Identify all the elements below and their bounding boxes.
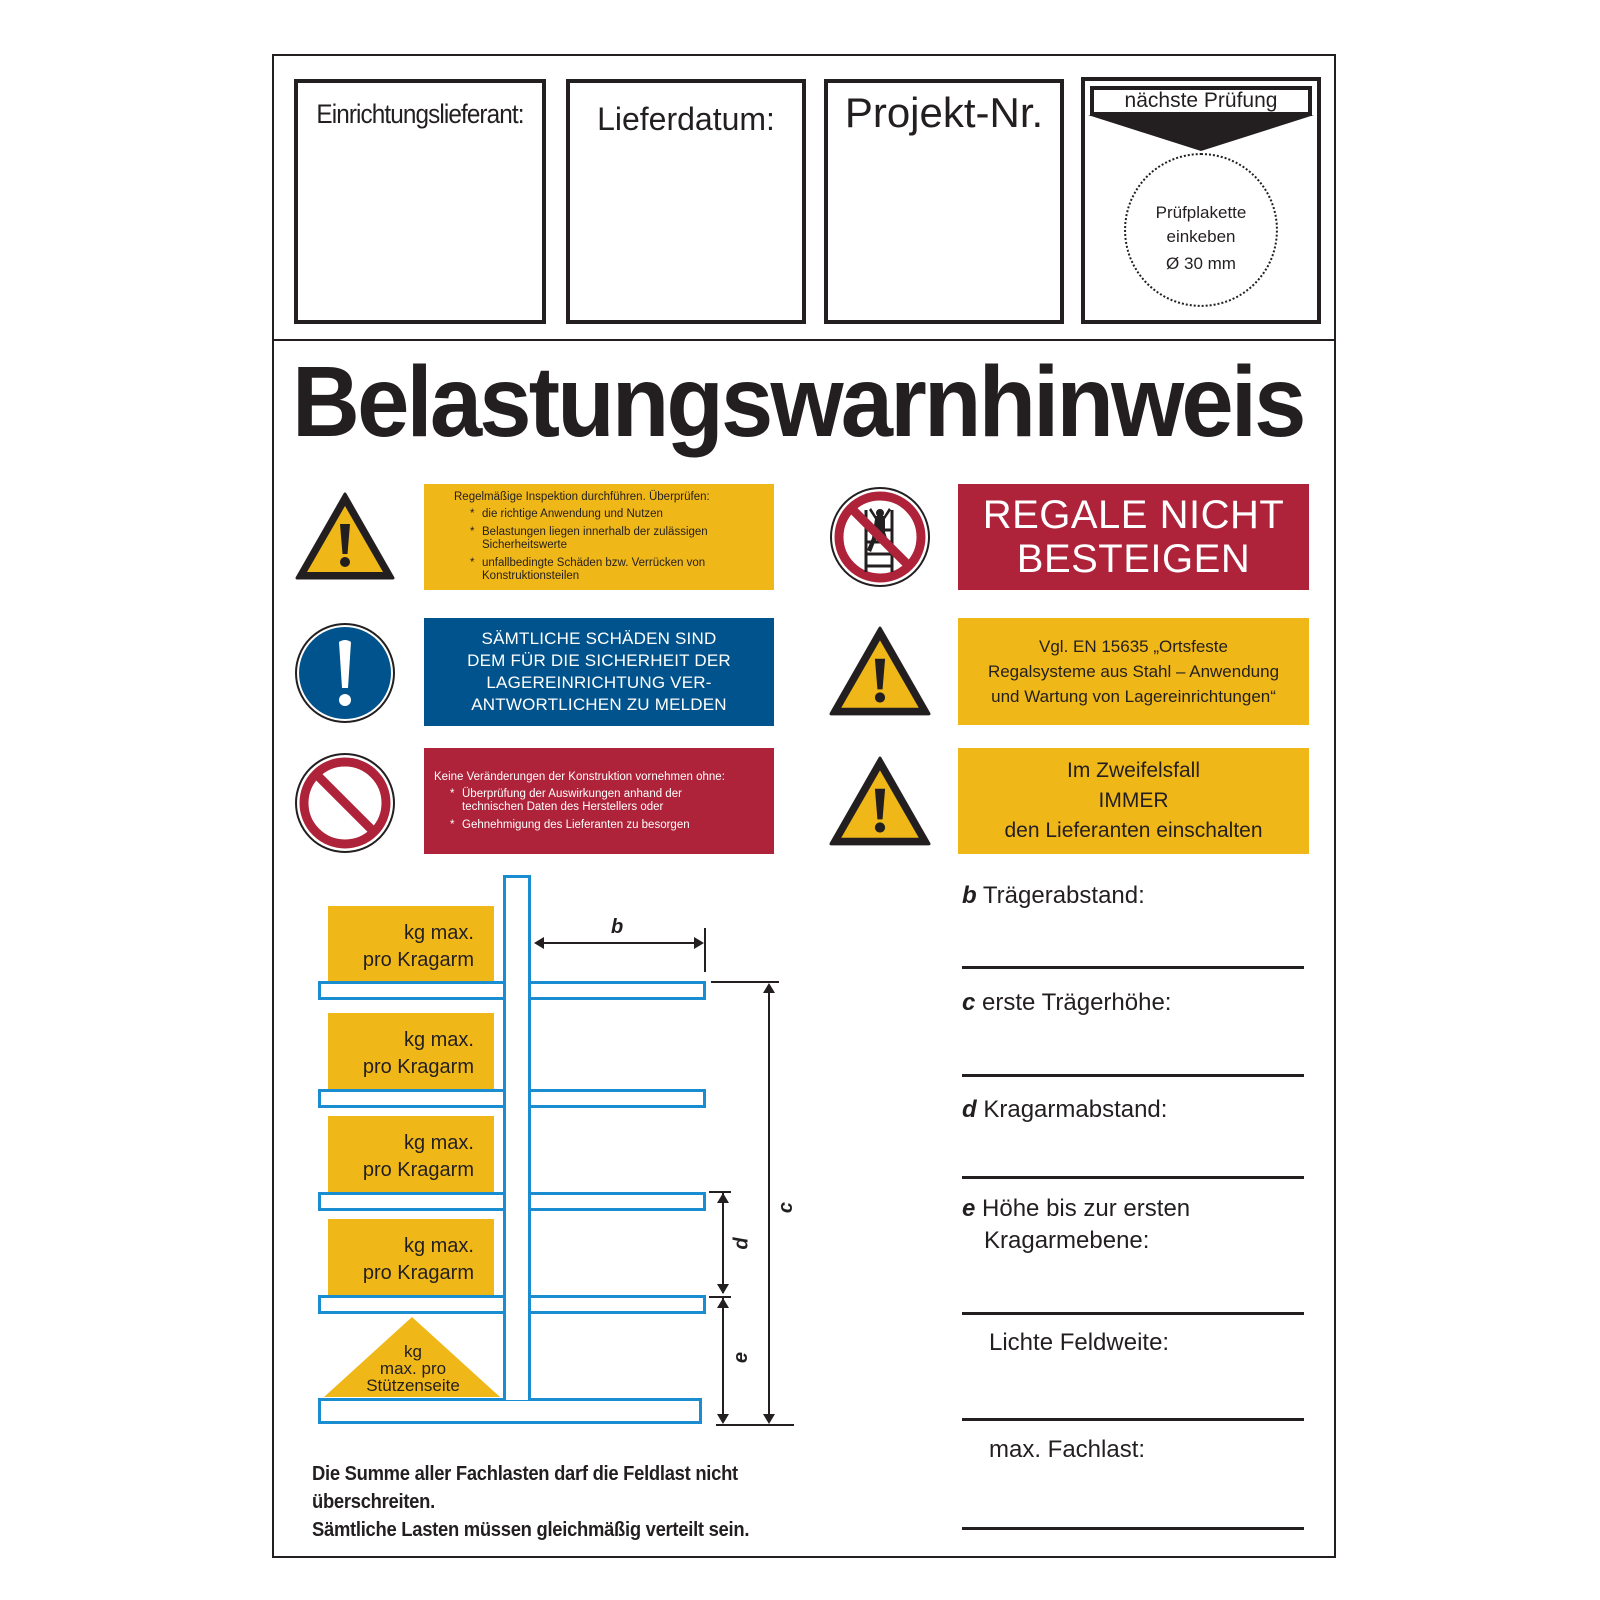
arrow-up-icon xyxy=(717,1298,729,1308)
spec-input-max-shelf-load[interactable] xyxy=(962,1527,1304,1530)
dim-b-tick xyxy=(704,928,706,972)
dim-d-label: d xyxy=(730,1237,753,1250)
dim-c-label: c xyxy=(775,1201,798,1214)
sticker-label-2: einkeben xyxy=(1166,227,1236,246)
no-modifications-panel xyxy=(424,748,774,854)
spec-text: erste Trägerhöhe: xyxy=(982,989,1172,1016)
dim-e-line xyxy=(722,1298,724,1422)
field-project-number[interactable] xyxy=(824,79,1064,324)
base-load-line1: kg xyxy=(404,1342,422,1361)
spec-label-arm-spacing xyxy=(962,1094,1167,1126)
dim-b-line xyxy=(536,942,702,944)
inspection-notice-bullet: * unfallbedingte Schäden bzw. Verrücken von Konstruktionsteilen xyxy=(454,557,760,583)
field-project-number-label: Projekt-Nr. xyxy=(844,89,1044,136)
report-damage-line: DEM FÜR DIE SICHERHEIT DER xyxy=(467,651,731,670)
rack-base xyxy=(318,1398,702,1424)
spec-text-line2: Kragarmebene: xyxy=(984,1227,1150,1254)
prohibition-icon xyxy=(294,752,396,854)
arm-load-label[interactable] xyxy=(328,1219,494,1297)
spec-letter: b xyxy=(962,882,977,909)
arm-load-label-line2: pro Kragarm xyxy=(362,949,474,971)
arm-load-label-line1: kg max. xyxy=(403,1235,474,1257)
field-delivery-date[interactable] xyxy=(566,79,806,324)
spec-input-clear-bay-width[interactable] xyxy=(962,1418,1304,1421)
inspection-notice-lead: Regelmäßige Inspektion durchführen. Überprüfen: xyxy=(454,491,710,503)
inspection-notice-bullet: * Belastungen liegen innerhalb der zulässigen Sicherheitswerte xyxy=(454,526,760,552)
arrow-up-icon xyxy=(717,1193,729,1203)
inspection-banner-label: nächste Prüfung xyxy=(1124,89,1278,112)
warning-triangle-icon xyxy=(295,492,395,582)
spec-text: Kragarmabstand: xyxy=(983,1096,1168,1123)
spec-input-first-beam-height[interactable] xyxy=(962,1074,1304,1077)
contact-supplier-panel xyxy=(958,748,1309,854)
no-climbing-icon xyxy=(829,486,931,588)
arrow-down-icon xyxy=(1088,115,1314,153)
spec-label-beam-spacing xyxy=(962,880,1145,912)
base-load-line3: Stützenseite xyxy=(366,1376,460,1395)
arrow-down-icon xyxy=(717,1414,729,1424)
dim-baseline xyxy=(716,1424,794,1426)
field-delivery-date-label: Lieferdatum: xyxy=(597,101,775,137)
spec-text: Höhe bis zur ersten xyxy=(982,1195,1191,1222)
contact-supplier-line: den Lieferanten einschalten xyxy=(1004,819,1263,842)
arm-load-label-line1: kg max. xyxy=(403,922,474,944)
notice-line-3: Sämtliche Lasten müssen gleichmäßig verteilt sein. xyxy=(312,1519,750,1541)
contact-supplier-line: IMMER xyxy=(1098,789,1169,812)
base-load-label[interactable] xyxy=(338,1343,488,1394)
no-climbing-line: BESTEIGEN xyxy=(1016,537,1251,581)
report-damage-line: LAGEREINRICHTUNG VER- xyxy=(486,673,712,692)
no-climbing-panel xyxy=(958,484,1309,590)
sticker-label-3: Ø 30 mm xyxy=(1166,254,1236,273)
header-divider xyxy=(272,339,1336,341)
arm-load-label-line2: pro Kragarm xyxy=(362,1262,474,1284)
notice-line-1: Die Summe aller Fachlasten darf die Feldlast nicht xyxy=(312,1463,738,1485)
arrow-left-icon xyxy=(534,937,544,949)
contact-supplier-line: Im Zweifelsfall xyxy=(1066,759,1201,782)
load-distribution-notice xyxy=(312,1460,772,1544)
report-damage-line: ANTWORTLICHEN ZU MELDEN xyxy=(471,695,727,714)
dim-c-line xyxy=(768,985,770,1421)
no-climbing-line: REGALE NICHT xyxy=(982,493,1285,537)
arrow-down-icon xyxy=(763,1414,775,1424)
arm-load-label-line1: kg max. xyxy=(403,1029,474,1051)
arm-load-label[interactable] xyxy=(328,1013,494,1091)
page-title: Belastungswarnhinweis xyxy=(292,346,1304,458)
spec-label-clear-bay-width xyxy=(989,1327,1169,1359)
report-damage-line: SÄMTLICHE SCHÄDEN SIND xyxy=(481,629,717,648)
spec-input-first-arm-level[interactable] xyxy=(962,1312,1304,1315)
field-next-inspection[interactable] xyxy=(1081,77,1321,324)
warning-triangle-icon xyxy=(829,756,931,848)
standard-reference-panel xyxy=(958,618,1309,725)
report-damage-panel xyxy=(424,618,774,726)
arrow-up-icon xyxy=(763,983,775,993)
arrow-right-icon xyxy=(694,937,704,949)
mandatory-exclamation-icon xyxy=(294,622,396,724)
inspection-banner xyxy=(1090,86,1312,116)
dim-b-label: b xyxy=(611,916,624,938)
sticker-placeholder-circle[interactable] xyxy=(1124,153,1278,307)
inspection-notice-panel xyxy=(424,484,774,590)
field-supplier[interactable] xyxy=(294,79,546,324)
no-modifications-bullet: * Überprüfung der Auswirkungen anhand der technischen Daten des Herstellers oder xyxy=(434,788,760,814)
warning-triangle-icon xyxy=(829,626,931,718)
spec-label-max-shelf-load xyxy=(989,1434,1145,1466)
spec-text: Lichte Feldweite: xyxy=(989,1329,1170,1356)
spec-letter: d xyxy=(962,1096,977,1123)
standard-reference-line: Vgl. EN 15635 „Ortsfeste xyxy=(1039,637,1228,656)
spec-input-beam-spacing[interactable] xyxy=(962,966,1304,969)
base-load-line2: max. pro xyxy=(379,1359,447,1378)
sticker-label-1: Prüfplakette xyxy=(1155,203,1247,222)
spec-letter: e xyxy=(962,1195,976,1222)
arm-load-label[interactable] xyxy=(328,1116,494,1194)
arm-load-label-line1: kg max. xyxy=(403,1132,474,1154)
dim-e-label: e xyxy=(730,1351,753,1364)
spec-text: max. Fachlast: xyxy=(989,1436,1146,1463)
rack-column xyxy=(503,875,531,1400)
spec-label-first-beam-height xyxy=(962,987,1171,1019)
arm-load-label-line2: pro Kragarm xyxy=(362,1159,474,1181)
standard-reference-line: und Wartung von Lagereinrichtungen“ xyxy=(991,687,1276,706)
dim-d-line xyxy=(722,1193,724,1293)
no-modifications-lead: Keine Veränderungen der Konstruktion vornehmen ohne: xyxy=(434,770,725,783)
notice-line-2: überschreiten. xyxy=(312,1491,435,1513)
spec-text: Trägerabstand: xyxy=(982,882,1145,909)
spec-label-first-arm-level xyxy=(962,1193,1190,1257)
arm-load-label-line2: pro Kragarm xyxy=(362,1056,474,1078)
standard-reference-line: Regalsysteme aus Stahl – Anwendung xyxy=(987,662,1280,681)
spec-letter: c xyxy=(962,989,976,1016)
inspection-notice-bullet: * die richtige Anwendung und Nutzen xyxy=(454,508,760,521)
arm-load-label[interactable] xyxy=(328,906,494,984)
field-supplier-label: Einrichtungslieferant: xyxy=(316,99,524,129)
spec-input-arm-spacing[interactable] xyxy=(962,1176,1304,1179)
no-modifications-bullet: * Gehnehmigung des Lieferanten zu besorgen xyxy=(434,819,760,832)
arrow-down-icon xyxy=(717,1284,729,1294)
